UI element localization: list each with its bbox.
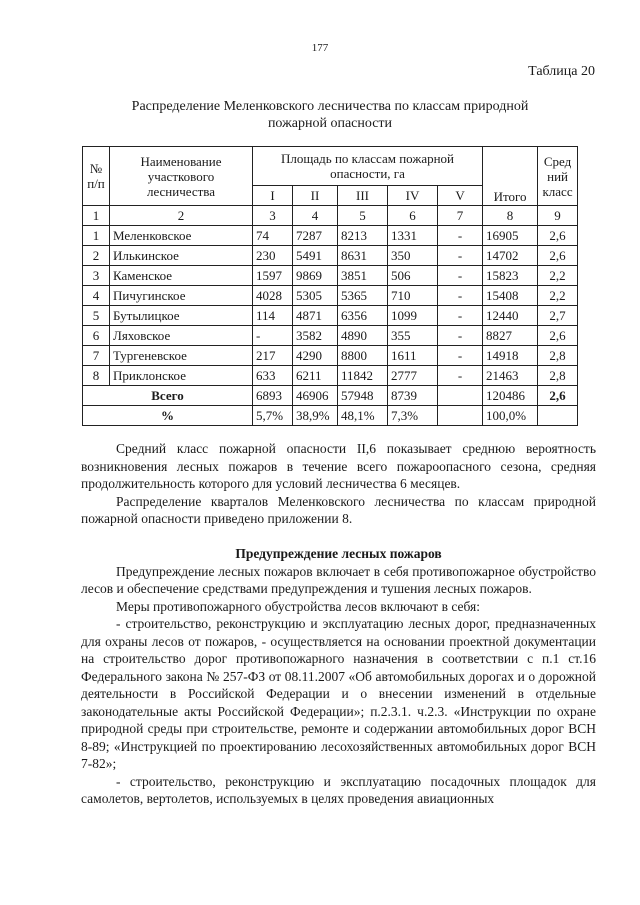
cell-n: 8 bbox=[83, 366, 110, 386]
cell-avg: 2,6 bbox=[538, 326, 578, 346]
cell-c1: 217 bbox=[253, 346, 293, 366]
cell-c3: 8213 bbox=[338, 226, 388, 246]
cell-c3: 6356 bbox=[338, 306, 388, 326]
percent-total: 100,0% bbox=[483, 406, 538, 426]
header-class-3: III bbox=[338, 186, 388, 206]
paragraph-measures: Меры противопожарного обустройства лесов включают в себя: bbox=[116, 598, 480, 614]
cell-avg: 2,8 bbox=[538, 366, 578, 386]
col-number: 8 bbox=[483, 206, 538, 226]
percent-c4: 7,3% bbox=[388, 406, 438, 426]
cell-c2: 4290 bbox=[293, 346, 338, 366]
cell-c1: 633 bbox=[253, 366, 293, 386]
cell-c2: 9869 bbox=[293, 266, 338, 286]
cell-c3: 8631 bbox=[338, 246, 388, 266]
cell-n: 3 bbox=[83, 266, 110, 286]
cell-c3: 5365 bbox=[338, 286, 388, 306]
total-c1: 6893 bbox=[253, 386, 293, 406]
cell-c4: 710 bbox=[388, 286, 438, 306]
cell-c3: 11842 bbox=[338, 366, 388, 386]
cell-c5: - bbox=[438, 226, 483, 246]
header-class-5: V bbox=[438, 186, 483, 206]
cell-c5: - bbox=[438, 306, 483, 326]
cell-n: 1 bbox=[83, 226, 110, 246]
cell-name: Пичугинское bbox=[110, 286, 253, 306]
cell-c2: 5305 bbox=[293, 286, 338, 306]
paragraph-landing-sites: - строительство, реконструкцию и эксплуатацию посадочных площадок для самолетов, вертолетов, используемых в целях проведения авиационных bbox=[81, 773, 596, 806]
table-title: Распределение Меленковского лесничества по классам природной пожарной опасности bbox=[131, 99, 529, 131]
cell-c3: 3851 bbox=[338, 266, 388, 286]
header-class-4: IV bbox=[388, 186, 438, 206]
paragraph-distribution: Распределение кварталов Меленковского лесничества по классам природной пожарной опасности приведено приложении 8. bbox=[81, 493, 596, 526]
cell-name: Приклонское bbox=[110, 366, 253, 386]
cell-c1: - bbox=[253, 326, 293, 346]
percent-avg bbox=[538, 406, 578, 426]
page-number: 177 bbox=[311, 42, 329, 54]
cell-n: 2 bbox=[83, 246, 110, 266]
header-class-2: II bbox=[293, 186, 338, 206]
cell-total: 15408 bbox=[483, 286, 538, 306]
paragraph-prevention: Предупреждение лесных пожаров включает в себя противопожарное обустройство лесов и обеспечение средствами предупреждения и тушения лесных пожаров. bbox=[81, 563, 596, 596]
col-number: 1 bbox=[83, 206, 110, 226]
percent-c3: 48,1% bbox=[338, 406, 388, 426]
cell-name: Тургеневское bbox=[110, 346, 253, 366]
total-sum: 120486 bbox=[483, 386, 538, 406]
col-number: 5 bbox=[338, 206, 388, 226]
table-row bbox=[83, 266, 578, 286]
cell-c2: 7287 bbox=[293, 226, 338, 246]
table-row bbox=[83, 326, 578, 346]
cell-n: 6 bbox=[83, 326, 110, 346]
col-number: 4 bbox=[293, 206, 338, 226]
cell-n: 4 bbox=[83, 286, 110, 306]
header-class-1: I bbox=[253, 186, 293, 206]
cell-c1: 114 bbox=[253, 306, 293, 326]
cell-c4: 350 bbox=[388, 246, 438, 266]
cell-c2: 6211 bbox=[293, 366, 338, 386]
cell-name: Илькинское bbox=[110, 246, 253, 266]
percent-c2: 38,9% bbox=[293, 406, 338, 426]
header-name: Наименование участкового лесничества bbox=[110, 147, 253, 206]
cell-c4: 355 bbox=[388, 326, 438, 346]
cell-c4: 1611 bbox=[388, 346, 438, 366]
prevention-section bbox=[81, 545, 596, 808]
cell-c2: 4871 bbox=[293, 306, 338, 326]
cell-avg: 2,2 bbox=[538, 286, 578, 306]
cell-c4: 506 bbox=[388, 266, 438, 286]
header-area-group: Площадь по классам пожарной опасности, га bbox=[253, 147, 483, 186]
col-number: 2 bbox=[110, 206, 253, 226]
cell-avg: 2,7 bbox=[538, 306, 578, 326]
cell-name: Ляховское bbox=[110, 326, 253, 346]
cell-n: 5 bbox=[83, 306, 110, 326]
paragraph-mean-class: Средний класс пожарной опасности II,6 показывает среднюю вероятность возникновения лесных пожаров в течение всего пожароопасного сезона, средняя продолжительность которого для условий лесничества 6 месяцев. bbox=[81, 441, 596, 491]
percent-row bbox=[83, 406, 578, 426]
cell-c5: - bbox=[438, 366, 483, 386]
cell-total: 14918 bbox=[483, 346, 538, 366]
cell-c5: - bbox=[438, 346, 483, 366]
cell-name: Каменское bbox=[110, 266, 253, 286]
total-avg: 2,6 bbox=[538, 386, 578, 406]
cell-c3: 8800 bbox=[338, 346, 388, 366]
col-number: 3 bbox=[253, 206, 293, 226]
cell-n: 7 bbox=[83, 346, 110, 366]
percent-label: % bbox=[83, 406, 253, 426]
header-avg: Сред ний класс bbox=[538, 147, 578, 206]
section-heading: Предупреждение лесных пожаров bbox=[235, 546, 442, 561]
header-num: № п/п bbox=[83, 147, 110, 206]
total-label: Всего bbox=[83, 386, 253, 406]
col-number: 6 bbox=[388, 206, 438, 226]
cell-c2: 3582 bbox=[293, 326, 338, 346]
cell-name: Бутылицкое bbox=[110, 306, 253, 326]
cell-c4: 1099 bbox=[388, 306, 438, 326]
col-number: 7 bbox=[438, 206, 483, 226]
cell-avg: 2,6 bbox=[538, 246, 578, 266]
table-row bbox=[83, 306, 578, 326]
cell-avg: 2,8 bbox=[538, 346, 578, 366]
table-row bbox=[83, 226, 578, 246]
cell-total: 8827 bbox=[483, 326, 538, 346]
total-c5 bbox=[438, 386, 483, 406]
total-c2: 46906 bbox=[293, 386, 338, 406]
body-text bbox=[81, 440, 596, 528]
cell-c5: - bbox=[438, 326, 483, 346]
cell-c1: 230 bbox=[253, 246, 293, 266]
cell-c5: - bbox=[438, 246, 483, 266]
cell-c2: 5491 bbox=[293, 246, 338, 266]
cell-total: 12440 bbox=[483, 306, 538, 326]
table-row bbox=[83, 346, 578, 366]
cell-c4: 1331 bbox=[388, 226, 438, 246]
cell-total: 14702 bbox=[483, 246, 538, 266]
col-number: 9 bbox=[538, 206, 578, 226]
fire-danger-table bbox=[82, 146, 578, 426]
cell-c5: - bbox=[438, 286, 483, 306]
cell-total: 16905 bbox=[483, 226, 538, 246]
cell-c1: 4028 bbox=[253, 286, 293, 306]
cell-c3: 4890 bbox=[338, 326, 388, 346]
table-label: Таблица 20 bbox=[528, 64, 595, 79]
cell-total: 21463 bbox=[483, 366, 538, 386]
table-row bbox=[83, 366, 578, 386]
cell-avg: 2,2 bbox=[538, 266, 578, 286]
cell-avg: 2,6 bbox=[538, 226, 578, 246]
total-c4: 8739 bbox=[388, 386, 438, 406]
cell-c1: 1597 bbox=[253, 266, 293, 286]
total-row bbox=[83, 386, 578, 406]
percent-c5 bbox=[438, 406, 483, 426]
paragraph-roads: - строительство, реконструкцию и эксплуатацию лесных дорог, предназначенных для охраны лесов от пожаров, - осуществляется на основании проектной документации на строительство дорог противопожарного назначения в соответствии с п.1 ст.16 Федерального закона № 257-ФЗ от 08.11.2007 «Об автомобильных дорогах и о дорожной деятельности в Российской Федерации и о внесении изменений в отдельные законодательные акты Российской Федерации»; п.2.3.1. ч.2.3. «Инструкции по охране природной среды при строительстве, ремонте и содержании автомобильных дорог ВСН 8-89; «Инструкцией по проектированию лесохозяйственных автомобильных дорог ВСН 7-82»; bbox=[81, 616, 596, 771]
table-row bbox=[83, 286, 578, 306]
header-total: Итого bbox=[483, 147, 538, 206]
percent-c1: 5,7% bbox=[253, 406, 293, 426]
cell-name: Меленковское bbox=[110, 226, 253, 246]
column-number-row bbox=[83, 206, 578, 226]
table-row bbox=[83, 246, 578, 266]
cell-c5: - bbox=[438, 266, 483, 286]
cell-c4: 2777 bbox=[388, 366, 438, 386]
cell-c1: 74 bbox=[253, 226, 293, 246]
cell-total: 15823 bbox=[483, 266, 538, 286]
total-c3: 57948 bbox=[338, 386, 388, 406]
